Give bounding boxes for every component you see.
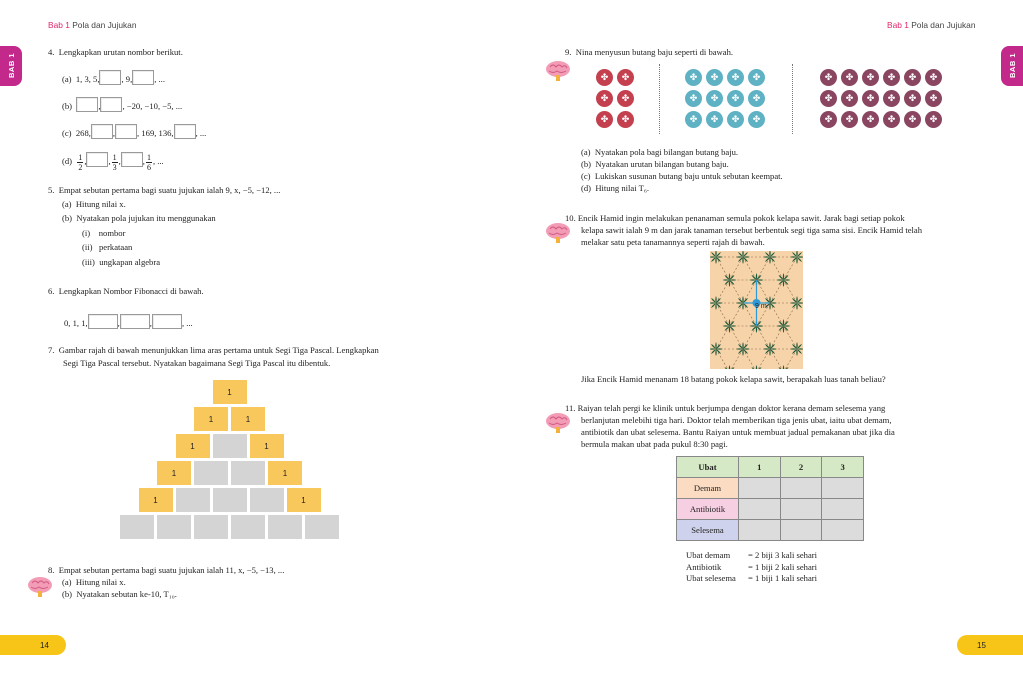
table-header-row — [677, 457, 864, 478]
pascal-cell-empty[interactable] — [249, 487, 285, 513]
chapter-side-tab-right: BAB 1 — [1001, 46, 1023, 86]
page-number-right: 15 — [957, 635, 1023, 655]
answer-box[interactable] — [91, 124, 113, 139]
answer-box[interactable] — [100, 97, 122, 112]
button-icon — [596, 111, 613, 128]
table-cell[interactable] — [780, 478, 822, 499]
answer-box[interactable] — [120, 314, 150, 329]
pascal-cell-one: 1 — [156, 460, 192, 486]
pascal-cell-one: 1 — [212, 379, 248, 405]
button-pattern-3 — [820, 69, 942, 128]
table-row — [677, 499, 864, 520]
answer-box[interactable] — [152, 314, 182, 329]
header-right — [887, 20, 975, 30]
q10-sub-question: Jika Encik Hamid menanam 18 batang pokok kelapa sawit, berapakah luas tanah beliau? — [581, 374, 886, 384]
pascal-cell-one: 1 — [267, 460, 303, 486]
answer-box[interactable] — [86, 152, 108, 167]
q5-sub-iii: (iii) ungkapan algebra — [82, 257, 161, 267]
table-cell[interactable] — [822, 520, 864, 541]
button-icon — [617, 69, 634, 86]
chapter-title: Pola dan Jujukan — [72, 20, 137, 30]
distance-label: 9 m — [755, 303, 767, 310]
table-header: 3 — [822, 457, 864, 478]
answer-box[interactable] — [88, 314, 118, 329]
q5-question: 5. Empat sebutan pertama bagi suatu jujukan ialah 9, x, −5, −12, ... — [48, 185, 281, 195]
pascal-cell-empty[interactable] — [304, 514, 340, 540]
table-cell[interactable] — [739, 499, 781, 520]
table-cell[interactable] — [822, 478, 864, 499]
brain-icon — [545, 222, 571, 244]
q7-question: 7. Gambar rajah di bawah menunjukkan lima aras pertama untuk Segi Tiga Pascal. Lengkapkan — [48, 345, 379, 355]
pascal-cell-empty[interactable] — [156, 514, 192, 540]
q5-part-a: (a) Hitung nilai x. — [62, 199, 126, 209]
q5-sub-i: (i) nombor — [82, 228, 126, 238]
q9-part-a: (a) Nyatakan pola bagi bilangan butang baju. — [581, 147, 739, 157]
palm-tree-icon — [723, 319, 737, 333]
table-cell[interactable] — [780, 520, 822, 541]
pascal-cell-empty[interactable] — [230, 514, 266, 540]
button-icon — [617, 111, 634, 128]
pascal-cell-empty[interactable] — [267, 514, 303, 540]
q11-question: 11. Raiyan telah pergi ke klinik untuk berjumpa dengan doktor kerana demam selesema yang — [565, 403, 886, 413]
divider — [792, 64, 793, 134]
pascal-cell-empty[interactable] — [193, 460, 229, 486]
table-header: 1 — [739, 457, 781, 478]
chapter-prefix: Bab 1 — [48, 20, 70, 30]
pascal-cell-one: 1 — [286, 487, 322, 513]
table-row — [677, 520, 864, 541]
q4-question: 4. Lengkapkan urutan nombor berikut. — [48, 47, 183, 57]
q5-sub-ii: (ii) perkataan — [82, 242, 133, 252]
pascal-cell-empty[interactable] — [175, 487, 211, 513]
q4-part-a: (a) 1, 3, 5, , 9, , ... — [62, 70, 165, 85]
pascal-cell-one: 1 — [193, 406, 229, 432]
button-icon — [596, 90, 613, 107]
answer-box[interactable] — [132, 70, 154, 85]
palm-plantation-map — [710, 251, 803, 369]
palm-tree-icon — [723, 273, 737, 287]
pascal-cell-empty[interactable] — [230, 460, 266, 486]
table-cell[interactable] — [780, 499, 822, 520]
chapter-side-tab-left: BAB 1 — [0, 46, 22, 86]
q4-part-c: (c) 268, , , 169, 136, , ... — [62, 124, 206, 139]
dosage-notes — [686, 550, 817, 585]
dosage-note: Ubat selesema = 1 biji 1 kali sehari — [686, 573, 818, 583]
pascal-cell-empty[interactable] — [212, 433, 248, 459]
palm-tree-icon — [736, 342, 750, 356]
q4-part-b: (b) , , −20, −10, −5, ... — [62, 97, 182, 112]
answer-box[interactable] — [121, 152, 143, 167]
button-pattern-2 — [685, 69, 765, 128]
button-icon — [596, 69, 613, 86]
pascal-cell-empty[interactable] — [119, 514, 155, 540]
brain-icon — [27, 576, 53, 598]
pascal-cell-empty[interactable] — [193, 514, 229, 540]
button-pattern-1 — [596, 69, 634, 128]
row-label-demam: Demam — [677, 478, 739, 499]
answer-box[interactable] — [174, 124, 196, 139]
q10-question: 10. Encik Hamid ingin melakukan penanaman semula pokok kelapa sawit. Jarak bagi setiap pokok — [565, 213, 905, 223]
table-header: 2 — [780, 457, 822, 478]
pascal-cell-one: 1 — [138, 487, 174, 513]
table-cell[interactable] — [739, 520, 781, 541]
answer-box[interactable] — [115, 124, 137, 139]
answer-box[interactable] — [76, 97, 98, 112]
q11-line4: bermula makan ubat pada pukul 8:30 pagi. — [581, 439, 728, 449]
header-left — [48, 20, 136, 30]
button-icon — [617, 90, 634, 107]
q8-part-b: (b) Nyatakan sebutan ke-10, T₁₀. — [62, 589, 177, 599]
q9-part-c: (c) Lukiskan susunan butang baju untuk sebutan keempat. — [581, 171, 783, 181]
row-label-antibiotik: Antibiotik — [677, 499, 739, 520]
q8-part-a: (a) Hitung nilai x. — [62, 577, 126, 587]
q5-part-b: (b) Nyatakan pola jujukan itu menggunakan — [62, 213, 216, 223]
q7-question-line2: Segi Tiga Pascal tersebut. Nyatakan bagaimana Segi Tiga Pascal itu dibentuk. — [63, 358, 331, 368]
q9-question: 9. Nina menyusun butang baju seperti di bawah. — [565, 47, 734, 57]
pascal-cell-empty[interactable] — [212, 487, 248, 513]
chapter-title: Pola dan Jujukan — [911, 20, 976, 30]
q10-line2: kelapa sawit ialah 9 m dan jarak tanaman tersebut berbentuk segi tiga sama sisi. Encik Hamid telah — [581, 225, 923, 235]
palm-tree-icon — [777, 319, 791, 333]
q6-sequence: 0, 1, 1, , , , ... — [64, 314, 193, 329]
q6-question: 6. Lengkapkan Nombor Fibonacci di bawah. — [48, 286, 204, 296]
palm-tree-icon — [763, 342, 777, 356]
brain-icon — [545, 60, 571, 82]
answer-box[interactable] — [99, 70, 121, 85]
q4-part-d: (d) $\frac{1}{2}$ , , $\frac{1}{3}$ , , $\frac{1}{6}$ , ... — [62, 152, 164, 172]
q8-question: 8. Empat sebutan pertama bagi suatu jujukan ialah 11, x, −5, −13, ... — [48, 565, 285, 575]
q11-line2: berlanjutan melebihi tiga hari. Doktor telah memberikan tiga jenis ubat, iaitu ubat demam, — [581, 415, 892, 425]
page-number-left: 14 — [0, 635, 66, 655]
palm-tree-icon — [777, 273, 791, 287]
table-header: Ubat — [677, 457, 739, 478]
pascal-cell-one: 1 — [249, 433, 285, 459]
divider — [659, 64, 660, 134]
row-label-selesema: Selesema — [677, 520, 739, 541]
q9-part-b: (b) Nyatakan urutan bilangan butang baju. — [581, 159, 729, 169]
table-row — [677, 478, 864, 499]
brain-icon — [545, 412, 571, 434]
table-cell[interactable] — [822, 499, 864, 520]
table-cell[interactable] — [739, 478, 781, 499]
pascal-cell-one: 1 — [175, 433, 211, 459]
q10-line3: melakar satu peta tanamannya seperti rajah di bawah. — [581, 237, 765, 247]
medicine-schedule-table — [676, 456, 864, 541]
chapter-prefix: Bab 1 — [887, 20, 909, 30]
q9-part-d: (d) Hitung nilai T₆. — [581, 183, 650, 193]
pascal-cell-one: 1 — [230, 406, 266, 432]
dosage-note: Antibiotik = 1 biji 2 kali sehari — [686, 561, 818, 572]
q11-line3: antibiotik dan ubat selesema. Bantu Raiyan untuk membuat jadual pemakanan ubat jika dia — [581, 427, 895, 437]
dosage-note: Ubat demam = 2 biji 3 kali sehari — [686, 550, 818, 560]
